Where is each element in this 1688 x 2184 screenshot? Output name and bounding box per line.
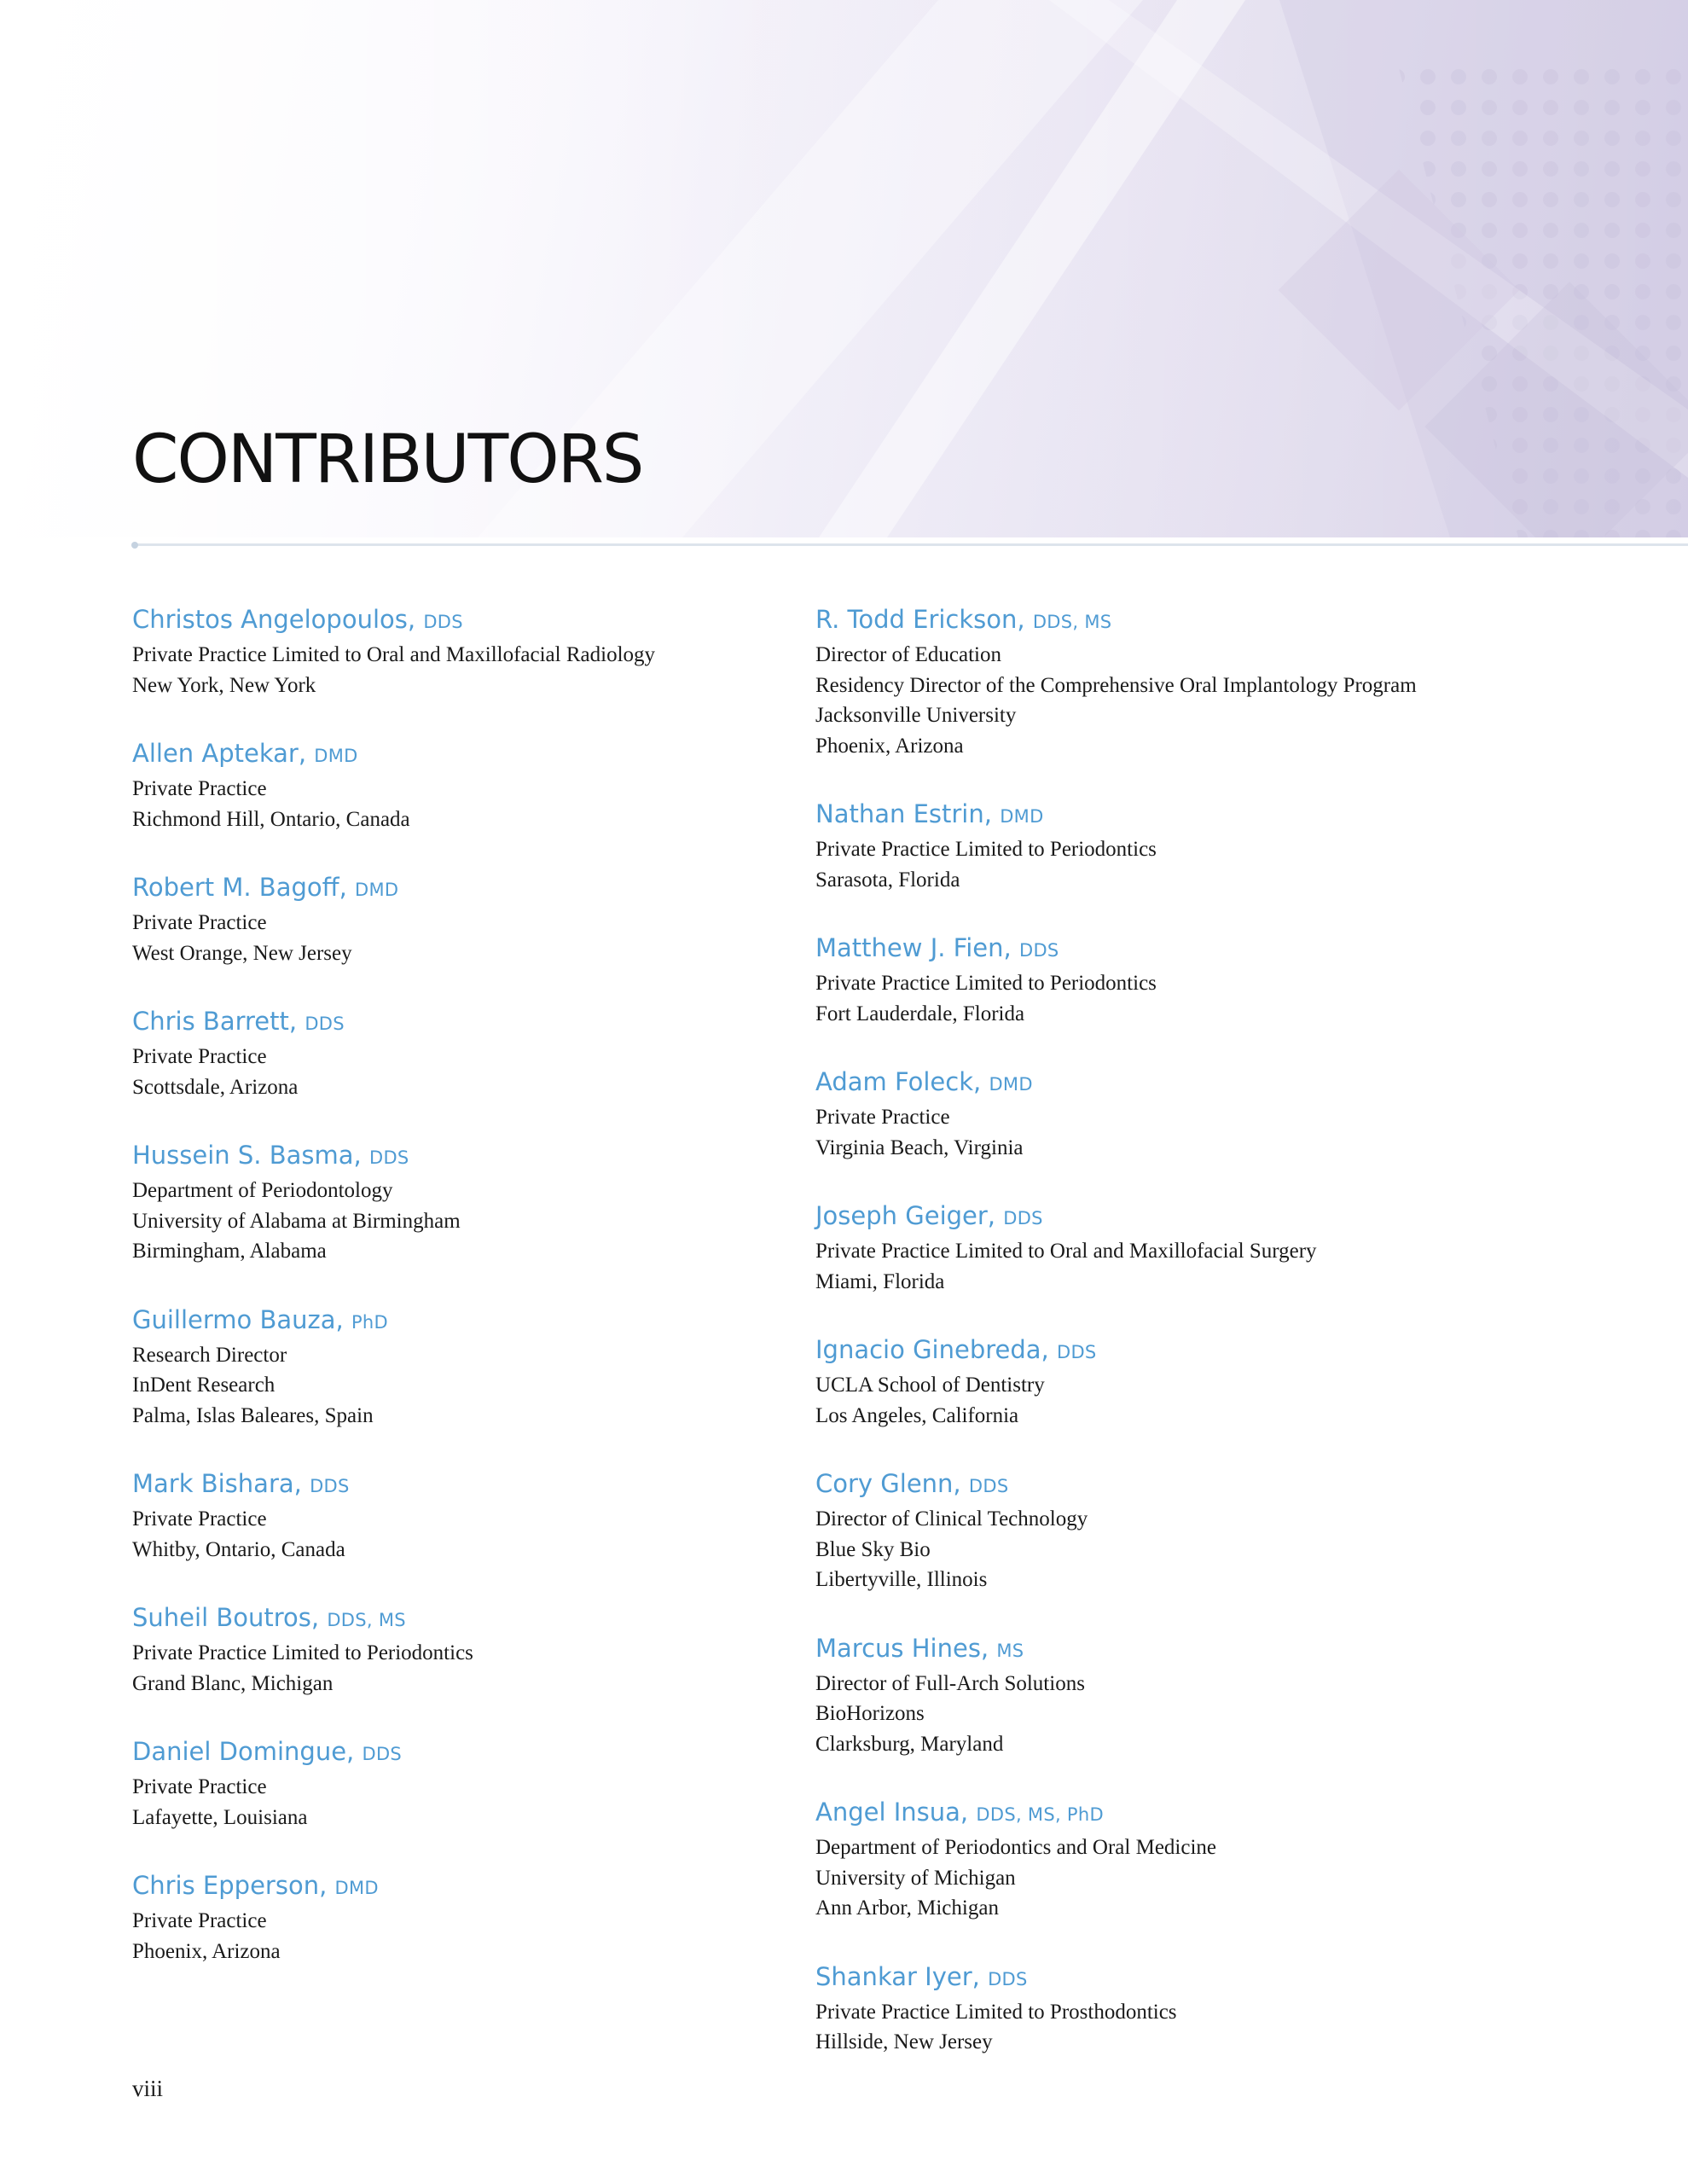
contributor-name-line: [132, 869, 780, 908]
contributor-affiliation-line: Private Practice: [132, 1045, 267, 1068]
contributor-entry: [132, 735, 780, 834]
contributor-affiliation-line: Phoenix, Arizona: [132, 1939, 281, 1963]
contributor-name: Shankar Iyer,: [815, 1961, 980, 1991]
contributor-name-line: [132, 1734, 780, 1772]
contributor-credentials: DMD: [1000, 806, 1044, 827]
contributor-name: Guillermo Bauza,: [132, 1304, 344, 1334]
contributor-entry: [132, 1734, 780, 1833]
contributor-name-line: [815, 930, 1634, 968]
contributor-affiliation-line: Director of Full-Arch Solutions: [815, 1671, 1085, 1695]
contributor-entry: [132, 1137, 780, 1267]
contributor-credentials: DDS, MS: [327, 1610, 406, 1630]
contributor-affiliation-line: University of Alabama at Birmingham: [132, 1209, 461, 1233]
contributor-affiliation-line: Private Practice: [132, 911, 267, 934]
contributor-affiliation-line: Lafayette, Louisiana: [132, 1805, 308, 1829]
contributor-name: Mark Bishara,: [132, 1469, 302, 1498]
contributor-affiliation-line: Private Practice: [815, 1106, 950, 1129]
contributor-credentials: DDS, MS, PhD: [976, 1804, 1104, 1825]
contributor-affiliation-line: Department of Periodontology: [132, 1179, 393, 1202]
contributor-name-line: [815, 1630, 1634, 1669]
left-column: [132, 601, 780, 2001]
contributor-affiliation-line: Director of Clinical Technology: [815, 1507, 1088, 1531]
contributor-affiliation-line: Department of Periodontics and Oral Medicine: [815, 1836, 1216, 1859]
contributor-affiliation-line: Miami, Florida: [815, 1269, 945, 1293]
contributor-name: Daniel Domingue,: [132, 1737, 355, 1766]
contributor-affiliation-line: New York, New York: [132, 673, 316, 697]
contributor-credentials: DDS: [310, 1476, 350, 1496]
page-number: viii: [132, 2076, 164, 2101]
contributor-affiliation-line: BioHorizons: [815, 1702, 925, 1725]
contributor-credentials: DDS: [1018, 940, 1059, 961]
divider-dot: [131, 542, 138, 549]
contributor-name: Angel Insua,: [815, 1798, 969, 1827]
contributor-affiliation-line: Phoenix, Arizona: [815, 734, 964, 758]
contributor-affiliation-line: Libertyville, Illinois: [815, 1568, 988, 1591]
contributor-entry: [815, 1332, 1634, 1431]
contributor-name: Chris Barrett,: [132, 1007, 298, 1036]
contributor-entry: [815, 1959, 1634, 2058]
contributor-credentials: MS: [996, 1640, 1024, 1661]
contributor-name: Ignacio Ginebreda,: [815, 1335, 1049, 1364]
contributor-name-line: [815, 1332, 1634, 1370]
contributor-affiliation-line: Private Practice: [132, 1909, 267, 1932]
contributor-name-line: [132, 1600, 780, 1638]
contributor-affiliation-line: Grand Blanc, Michigan: [132, 1671, 334, 1695]
contributor-affiliation-line: Richmond Hill, Ontario, Canada: [132, 807, 410, 831]
contributor-name-line: [815, 796, 1634, 834]
contributor-affiliation-line: Private Practice Limited to Periodontics: [815, 838, 1157, 861]
contributor-affiliation-line: Blue Sky Bio: [815, 1537, 931, 1561]
contributor-entry: [815, 1466, 1634, 1595]
contributor-credentials: DDS: [1056, 1342, 1097, 1362]
contributor-entry: [815, 1794, 1634, 1924]
contributor-entry: [132, 1867, 780, 1966]
contributor-name: Matthew J. Fien,: [815, 933, 1012, 962]
contributor-entry: [815, 1198, 1634, 1297]
contributor-affiliation-line: Ann Arbor, Michigan: [815, 1896, 999, 1920]
contributor-name: Nathan Estrin,: [815, 799, 992, 828]
contributor-affiliation-line: University of Michigan: [815, 1866, 1016, 1890]
contributor-affiliation-line: Palma, Islas Baleares, Spain: [132, 1403, 374, 1427]
contributor-affiliation-line: Private Practice: [132, 777, 267, 800]
contributor-name-line: [815, 1794, 1634, 1833]
contributor-affiliation-line: Private Practice: [132, 1507, 267, 1531]
contributor-affiliation-line: Private Practice: [132, 1775, 267, 1798]
contributor-affiliation-line: Virginia Beach, Virginia: [815, 1136, 1024, 1159]
contributor-entry: [132, 1466, 780, 1565]
contributor-name: Adam Foleck,: [815, 1067, 982, 1096]
contributor-affiliation-line: Hillside, New Jersey: [815, 2030, 993, 2053]
contributor-credentials: DDS: [423, 612, 463, 632]
page-title: CONTRIBUTORS: [132, 421, 643, 498]
contributor-name: Hussein S. Basma,: [132, 1141, 362, 1170]
contributor-affiliation-line: Private Practice Limited to Oral and Maxillofacial Surgery: [815, 1240, 1317, 1263]
contributor-entry: [815, 1630, 1634, 1760]
contributor-credentials: DMD: [355, 880, 399, 900]
contributor-name-line: [132, 1003, 780, 1042]
contributor-name-line: [815, 1198, 1634, 1236]
contributor-affiliation-line: Private Practice Limited to Periodontics: [815, 972, 1157, 995]
contributor-affiliation-line: Whitby, Ontario, Canada: [132, 1537, 345, 1561]
contributor-credentials: DMD: [989, 1074, 1033, 1095]
contributor-affiliation-line: Private Practice Limited to Oral and Maxillofacial Radiology: [132, 643, 656, 666]
contributor-name: R. Todd Erickson,: [815, 605, 1025, 634]
contributor-affiliation-line: Los Angeles, California: [815, 1403, 1019, 1427]
right-column: [815, 601, 1634, 2093]
contributor-affiliation-line: Scottsdale, Arizona: [132, 1075, 299, 1099]
contributor-affiliation-line: Private Practice Limited to Prosthodontics: [815, 2000, 1177, 2024]
contributor-credentials: DDS: [988, 1968, 1028, 1989]
contributor-name: Allen Aptekar,: [132, 739, 307, 768]
contributor-affiliation-line: InDent Research: [132, 1374, 276, 1397]
contributor-entry: [815, 601, 1634, 761]
contributor-name-line: [132, 1302, 780, 1340]
contributor-name-line: [132, 1466, 780, 1504]
contributor-name-line: [132, 1867, 780, 1906]
contributor-entry: [815, 1064, 1634, 1163]
contributor-credentials: DDS: [968, 1476, 1009, 1496]
contributor-name: Suheil Boutros,: [132, 1603, 320, 1632]
contributor-name-line: [815, 1466, 1634, 1504]
contributor-name: Chris Epperson,: [132, 1871, 328, 1900]
contributor-affiliation-line: Clarksburg, Maryland: [815, 1732, 1004, 1756]
contributor-affiliation-line: Birmingham, Alabama: [132, 1240, 327, 1263]
contributor-name-line: [815, 601, 1634, 640]
contributor-name: Joseph Geiger,: [815, 1201, 996, 1230]
contributor-affiliation-line: Director of Education: [815, 643, 1001, 666]
contributor-affiliation-line: West Orange, New Jersey: [132, 941, 352, 965]
contributor-credentials: DDS: [368, 1147, 409, 1168]
contributor-affiliation-line: Research Director: [132, 1343, 287, 1367]
contributor-entry: [132, 869, 780, 968]
contributor-entry: [132, 1600, 780, 1699]
contributor-entry: [815, 930, 1634, 1029]
contributor-credentials: DDS, MS: [1032, 612, 1112, 632]
contributor-entry: [815, 796, 1634, 895]
contributor-credentials: PhD: [351, 1311, 389, 1333]
contributor-entry: [132, 1003, 780, 1102]
contributor-affiliation-line: Jacksonville University: [815, 704, 1017, 727]
contributor-affiliation-line: Fort Lauderdale, Florida: [815, 1002, 1025, 1025]
contributor-name: Cory Glenn,: [815, 1469, 961, 1498]
contributor-name: Robert M. Bagoff,: [132, 873, 347, 902]
title-divider: [132, 543, 1688, 546]
contributor-name-line: [815, 1959, 1634, 1997]
contributor-name: Christos Angelopoulos,: [132, 605, 416, 634]
contributor-entry: [132, 601, 780, 700]
contributor-affiliation-line: Sarasota, Florida: [815, 868, 960, 892]
contributor-credentials: DDS: [1003, 1208, 1043, 1228]
contributor-affiliation-line: UCLA School of Dentistry: [815, 1374, 1045, 1397]
contributor-name-line: [815, 1064, 1634, 1102]
contributor-credentials: DMD: [334, 1878, 379, 1898]
contributor-affiliation-line: Private Practice Limited to Periodontics: [132, 1641, 473, 1664]
contributor-name-line: [132, 735, 780, 774]
contributor-name-line: [132, 1137, 780, 1176]
contributor-credentials: DDS: [305, 1014, 345, 1034]
contributor-credentials: DDS: [362, 1744, 403, 1764]
contributor-name: Marcus Hines,: [815, 1633, 989, 1663]
contributor-affiliation-line: Residency Director of the Comprehensive Oral Implantology Program: [815, 673, 1417, 697]
contributor-entry: [132, 1302, 780, 1432]
contributor-name-line: [132, 601, 780, 640]
contributor-credentials: DMD: [314, 746, 358, 766]
